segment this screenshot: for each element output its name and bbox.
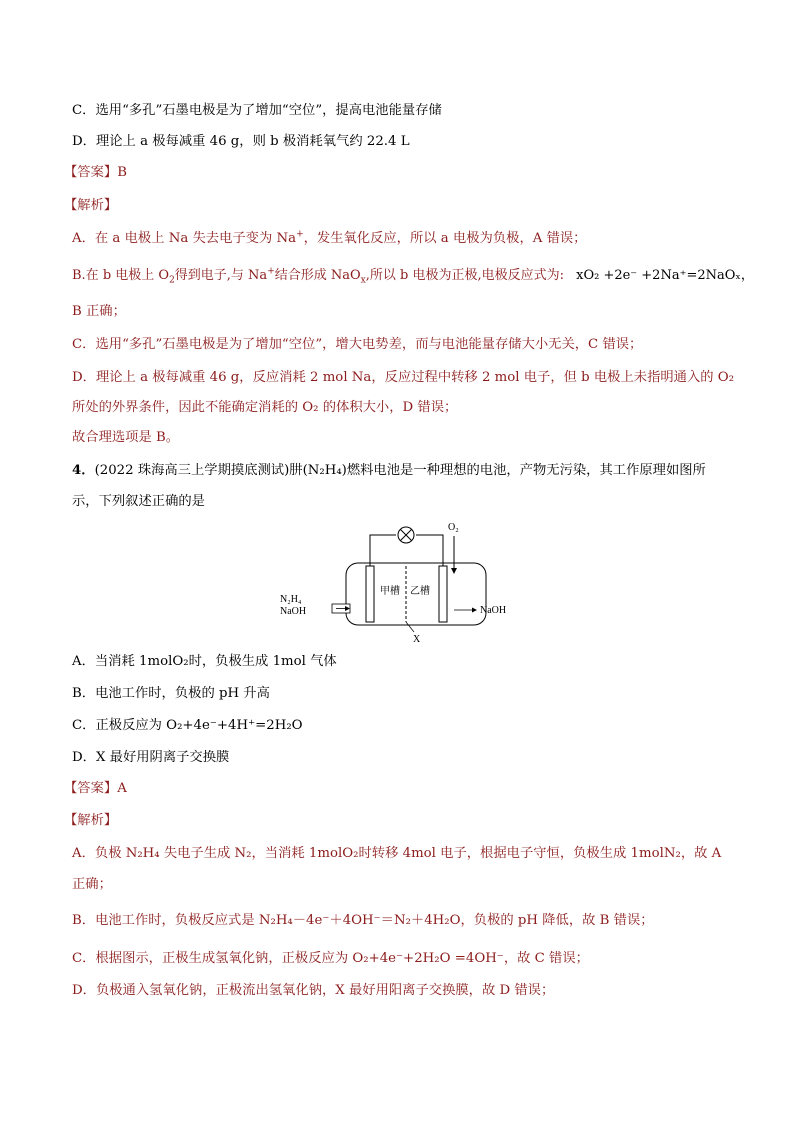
q3-analysis-b-line2: B 正确； bbox=[72, 304, 126, 319]
question-number: 4． bbox=[72, 463, 95, 478]
subscript: x bbox=[360, 275, 366, 286]
q3-option-d: D．理论上 a 极每减重 46 g，则 b 极消耗氧气约 22.4 L bbox=[72, 134, 410, 149]
q4-analysis-b: B．电池工作时，负极反应式是 N₂H₄－4e⁻＋4OH⁻＝N₂＋4H₂O，负极的 pH 降低，故 B 错误； bbox=[72, 913, 654, 928]
positive-electrode bbox=[439, 566, 447, 622]
q4-analysis-label: 【解析】 bbox=[64, 813, 118, 828]
answer-label: 【答案】 bbox=[64, 781, 118, 796]
fuel-cell-diagram bbox=[276, 518, 526, 643]
answer-value: A bbox=[117, 781, 127, 796]
analysis-a-text: A．在 a 电极上 Na 失去电子变为 Na bbox=[72, 231, 297, 246]
analysis-b-text: 结合形成 NaO bbox=[274, 268, 361, 283]
negative-electrode bbox=[366, 566, 374, 622]
wire-left bbox=[370, 535, 396, 566]
analysis-b-text: B.在 b 电极上 O bbox=[72, 268, 170, 283]
wire-right bbox=[416, 535, 443, 566]
q4-option-d: D．X 最好用阴离子交换膜 bbox=[72, 750, 230, 765]
subscript: 2 bbox=[169, 275, 175, 286]
q4-answer bbox=[64, 779, 127, 799]
superscript: + bbox=[267, 266, 275, 277]
q3-analysis-b-line1 bbox=[72, 266, 754, 286]
q4-analysis-a-line2: 正确； bbox=[72, 877, 112, 892]
right-outlet-label: NaOH bbox=[480, 605, 507, 616]
q4-analysis-d: D．负极通入氢氧化钠，正极流出氢氧化钠，X 最好用阳离子交换膜，故 D 错误； bbox=[72, 983, 555, 998]
q3-analysis-d-line1: D．理论上 a 极每减重 46 g，反应消耗 2 mol Na，反应过程中转移 2 mol 电子，但 b 电极上未指明通入的 O₂ bbox=[72, 370, 735, 385]
answer-label: 【答案】 bbox=[64, 165, 118, 180]
q4-analysis-c: C．根据图示，正极生成氢氧化钠，正极反应为 O₂+4e⁻+2H₂O =4OH⁻，故 C 错误； bbox=[72, 951, 589, 966]
q3-analysis-d-line2: 所处的外界条件，因此不能确定消耗的 O₂ 的体积大小，D 错误； bbox=[72, 400, 458, 415]
membrane-label: X bbox=[413, 634, 421, 643]
q3-answer bbox=[64, 163, 127, 183]
q4-option-a: A．当消耗 1molO₂时，负极生成 1mol 气体 bbox=[72, 654, 337, 669]
o2-label: O₂ bbox=[448, 522, 459, 533]
left-inlet-label-1: N₂H₄ bbox=[280, 594, 302, 605]
question-stem: (2022 珠海高三上学期摸底测试)肼(N₂H₄)燃料电池是一种理想的电池，产物无污染，其工作原理如图所 bbox=[94, 463, 706, 478]
q3-analysis-c: C．选用“多孔”石墨电极是为了增加“空位”，增大电势差，而与电池能量存储大小无关，C 错误； bbox=[72, 337, 643, 352]
q4-option-b: B．电池工作时，负极的 pH 升高 bbox=[72, 686, 270, 701]
tank-b-label: 乙槽 bbox=[410, 586, 430, 597]
analysis-a-tail: ，发生氧化反应，所以 a 电极为负极，A 错误； bbox=[303, 231, 587, 246]
left-inlet-label-2: NaOH bbox=[280, 606, 307, 617]
q3-analysis-a bbox=[72, 229, 586, 249]
q3-analysis-label: 【解析】 bbox=[64, 198, 118, 213]
q4-stem-line2: 示，下列叙述正确的是 bbox=[72, 494, 205, 509]
arrow-head bbox=[451, 568, 457, 574]
electrode-equation: xO₂ +2e⁻ +2Na⁺=2NaOₓ， bbox=[576, 268, 754, 283]
superscript: + bbox=[296, 229, 304, 240]
arrow-head bbox=[472, 608, 477, 613]
tank-a-label: 甲槽 bbox=[380, 586, 400, 597]
q4-option-c: C．正极反应为 O₂+4e⁻+4H⁺=2H₂O bbox=[72, 718, 303, 733]
q4-stem-line1 bbox=[72, 461, 706, 481]
q3-conclusion: 故合理选项是 B。 bbox=[72, 430, 180, 445]
answer-value: B bbox=[117, 165, 127, 180]
q4-analysis-a-line1: A．负极 N₂H₄ 失电子生成 N₂，当消耗 1molO₂时转移 4mol 电子，根据电子守恒，负极生成 1molN₂，故 A bbox=[72, 846, 722, 861]
analysis-b-text: ,所以 b 电极为正极,电极反应式为: bbox=[365, 268, 564, 283]
q3-option-c: C．选用“多孔”石墨电极是为了增加“空位”，提高电池能量存储 bbox=[72, 103, 442, 118]
analysis-b-text: 得到电子,与 Na bbox=[174, 268, 268, 283]
membrane-pointer bbox=[406, 622, 414, 632]
